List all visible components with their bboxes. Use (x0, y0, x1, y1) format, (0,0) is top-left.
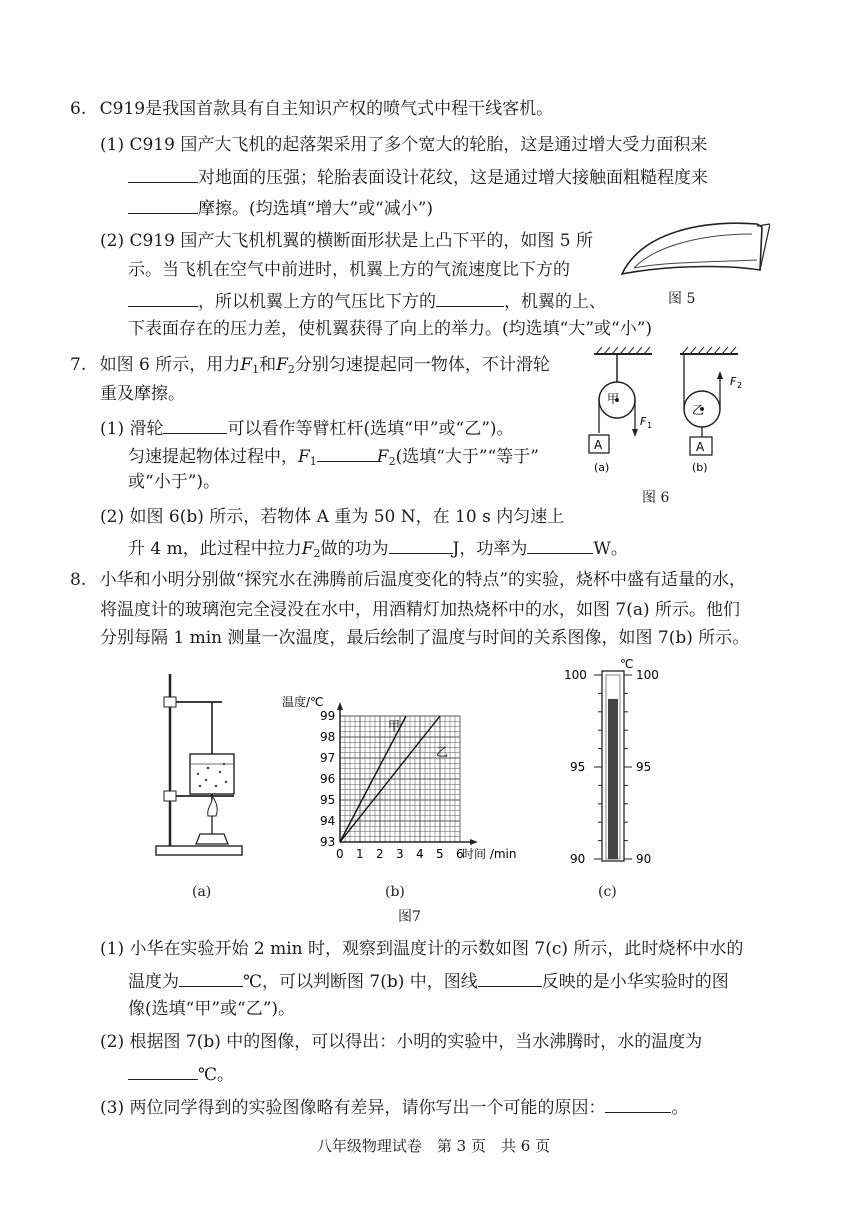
svg-text:F: F (640, 415, 647, 428)
q6-p2-line3: ，所以机翼上方的气压比下方的 ，机翼的上、 (128, 288, 606, 313)
answer-blank[interactable] (605, 1094, 671, 1113)
q7-p1-line2: 匀速提起物体过程中，$F_1$ $F_2$(选填“大于”“等于” (128, 443, 539, 473)
x-tick-label: 1 (356, 847, 364, 861)
answer-blank[interactable] (389, 535, 453, 554)
q6-p2-line4: 下表面存在的压力差，使机翼获得了向上的举力。(均选填“大”或“小”) (128, 319, 653, 339)
answer-blank[interactable] (317, 443, 377, 462)
y-axis-arrow (337, 702, 343, 710)
x-tick-label: 4 (416, 847, 424, 861)
x-tick-label: 3 (396, 847, 404, 861)
svg-text:甲: 甲 (607, 392, 620, 406)
svg-text:(b): (b) (692, 461, 708, 474)
q6-p1-line2: 对地面的压强；轮胎表面设计花纹，这是通过增大接触面粗糙程度来 (128, 164, 708, 189)
y-tick-label: 98 (320, 730, 336, 744)
scale-label-left: 90 (570, 852, 586, 866)
q8-stem-line1: 8. 小华和小明分别做“探究水在沸腾前后温度变化的特点”的实验，烧杯中盛有适量的水， (70, 570, 747, 590)
q7-p2-line1: (2) 如图 6(b) 所示，若物体 A 重为 50 N，在 10 s 内匀速上 (100, 507, 565, 527)
answer-blank[interactable] (128, 288, 198, 307)
figure-7-caption: 图7 (398, 909, 421, 925)
answer-blank[interactable] (163, 415, 227, 434)
x-tick-label: 2 (376, 847, 384, 861)
figure-6-caption: 图 6 (642, 490, 670, 506)
q6-stem (70, 98, 553, 120)
answer-blank[interactable] (478, 968, 542, 987)
mercury-column (608, 699, 618, 859)
chart-ylabel: 温度/℃ (282, 695, 324, 709)
svg-text:1: 1 (647, 421, 653, 430)
answer-blank[interactable] (128, 164, 198, 183)
q8-p1-line3: 像(选填“甲”或“乙”)。 (128, 999, 296, 1019)
scale-label-right: 95 (636, 760, 652, 774)
x-tick-label: 6 (456, 847, 464, 861)
fixed-pulley (589, 347, 652, 474)
svg-text:A: A (594, 438, 603, 452)
scale-label-left: 95 (570, 760, 586, 774)
scale-label-right: 100 (636, 668, 659, 682)
movable-pulley (680, 347, 742, 474)
svg-text:F: F (730, 375, 737, 388)
figure-5-wing (612, 212, 770, 284)
figure-7a-apparatus (150, 668, 250, 864)
x-tick-label: 0 (336, 847, 344, 861)
figure-7a-label: (a) (192, 884, 212, 900)
x-tick-label: 5 (436, 847, 444, 861)
q6-p2-line1: (2) C919 国产大飞机机翼的横断面形状是上凸下平的，如图 5 所 (100, 231, 593, 251)
q6-p1-line1: (1) C919 国产大飞机的起落架采用了多个宽大的轮胎，这是通过增大受力面积来 (100, 135, 708, 155)
scale-label-left: 100 (564, 668, 587, 682)
q8-p1-line1: (1) 小华在实验开始 2 min 时，观察到温度计的示数如图 7(c) 所示，此时烧杯中水的 (100, 939, 744, 959)
answer-blank[interactable] (527, 535, 593, 554)
scale-label-right: 90 (636, 852, 652, 866)
svg-text:乙: 乙 (692, 403, 705, 417)
q8-stem-line2: 将温度计的玻璃泡完全浸没在水中，用酒精灯加热烧杯中的水，如图 7(a) 所示。他们 (100, 600, 741, 620)
y-tick-label: 94 (320, 814, 336, 828)
page-footer: 八年级物理试卷 第 3 页 共 6 页 (316, 1137, 551, 1155)
q8-p1-line2: 温度为 ℃，可以判断图 7(b) 中，图线 反映的是小华实验时的图 (128, 968, 729, 993)
y-tick-label: 95 (320, 793, 336, 807)
figure-7b-chart (270, 692, 550, 867)
series-label: 乙 (436, 745, 449, 759)
y-tick-label: 99 (320, 709, 336, 723)
q7-p2-line2: 升 4 m，此过程中拉力$F_2$做的功为 J，功率为 W。 (128, 535, 628, 565)
series-label: 甲 (388, 719, 401, 733)
q8-p3-line1: (3) 两位同学得到的实验图像略有差异，请你写出一个可能的原因： 。 (100, 1094, 688, 1119)
figure-7c-label: (c) (598, 884, 617, 900)
svg-text:2: 2 (737, 381, 743, 390)
svg-text:A: A (696, 440, 705, 454)
q7-stem-line2: 重及摩擦。 (100, 384, 185, 404)
q7-p1-line3: 或“小于”)。 (128, 472, 221, 492)
q8-p2-line1: (2) 根据图 7(b) 中的图像，可以得出：小明的实验中，当水沸腾时，水的温度为 (100, 1032, 703, 1052)
figure-7b-label: (b) (385, 884, 405, 900)
q8-stem-line3: 分别每隔 1 min 测量一次温度，最后绘制了温度与时间的关系图像，如图 7(b) 所示。 (100, 628, 750, 648)
answer-blank[interactable] (179, 968, 243, 987)
q6-p1-line3: 摩擦。(均选填“增大”或“减小”) (128, 195, 433, 220)
q6-stem-text: C919是我国首款具有自主知识产权的喷气式中程干线客机。 (99, 99, 554, 119)
q7-stem-line1: 7. 如图 6 所示，用力$F_1$和$F_2$分别匀速提起同一物体，不计滑轮 (70, 355, 550, 376)
x-axis-arrow (470, 839, 478, 845)
thermometer-unit: ℃ (620, 657, 634, 671)
figure-5-caption: 图 5 (668, 291, 696, 307)
answer-blank[interactable] (128, 195, 198, 214)
chart-grid (337, 702, 478, 845)
answer-blank[interactable] (128, 1061, 198, 1080)
figure-6-pulleys (580, 345, 755, 475)
y-tick-label: 97 (320, 751, 336, 765)
figure-7c-thermometer (560, 655, 670, 870)
answer-blank[interactable] (436, 288, 504, 307)
y-tick-label: 96 (320, 772, 336, 786)
q8-p2-line2: ℃。 (128, 1061, 234, 1086)
svg-text:(a): (a) (594, 461, 610, 474)
q7-p1-line1: (1) 滑轮 可以看作等臂杠杆(选填“甲”或“乙”)。 (100, 415, 514, 440)
q6-number: 6. (70, 99, 87, 119)
q6-p2-line2: 示。当飞机在空气中前进时，机翼上方的气流速度比下方的 (128, 260, 570, 280)
y-tick-label: 93 (320, 835, 336, 849)
chart-xlabel: 时间 /min (462, 847, 517, 861)
